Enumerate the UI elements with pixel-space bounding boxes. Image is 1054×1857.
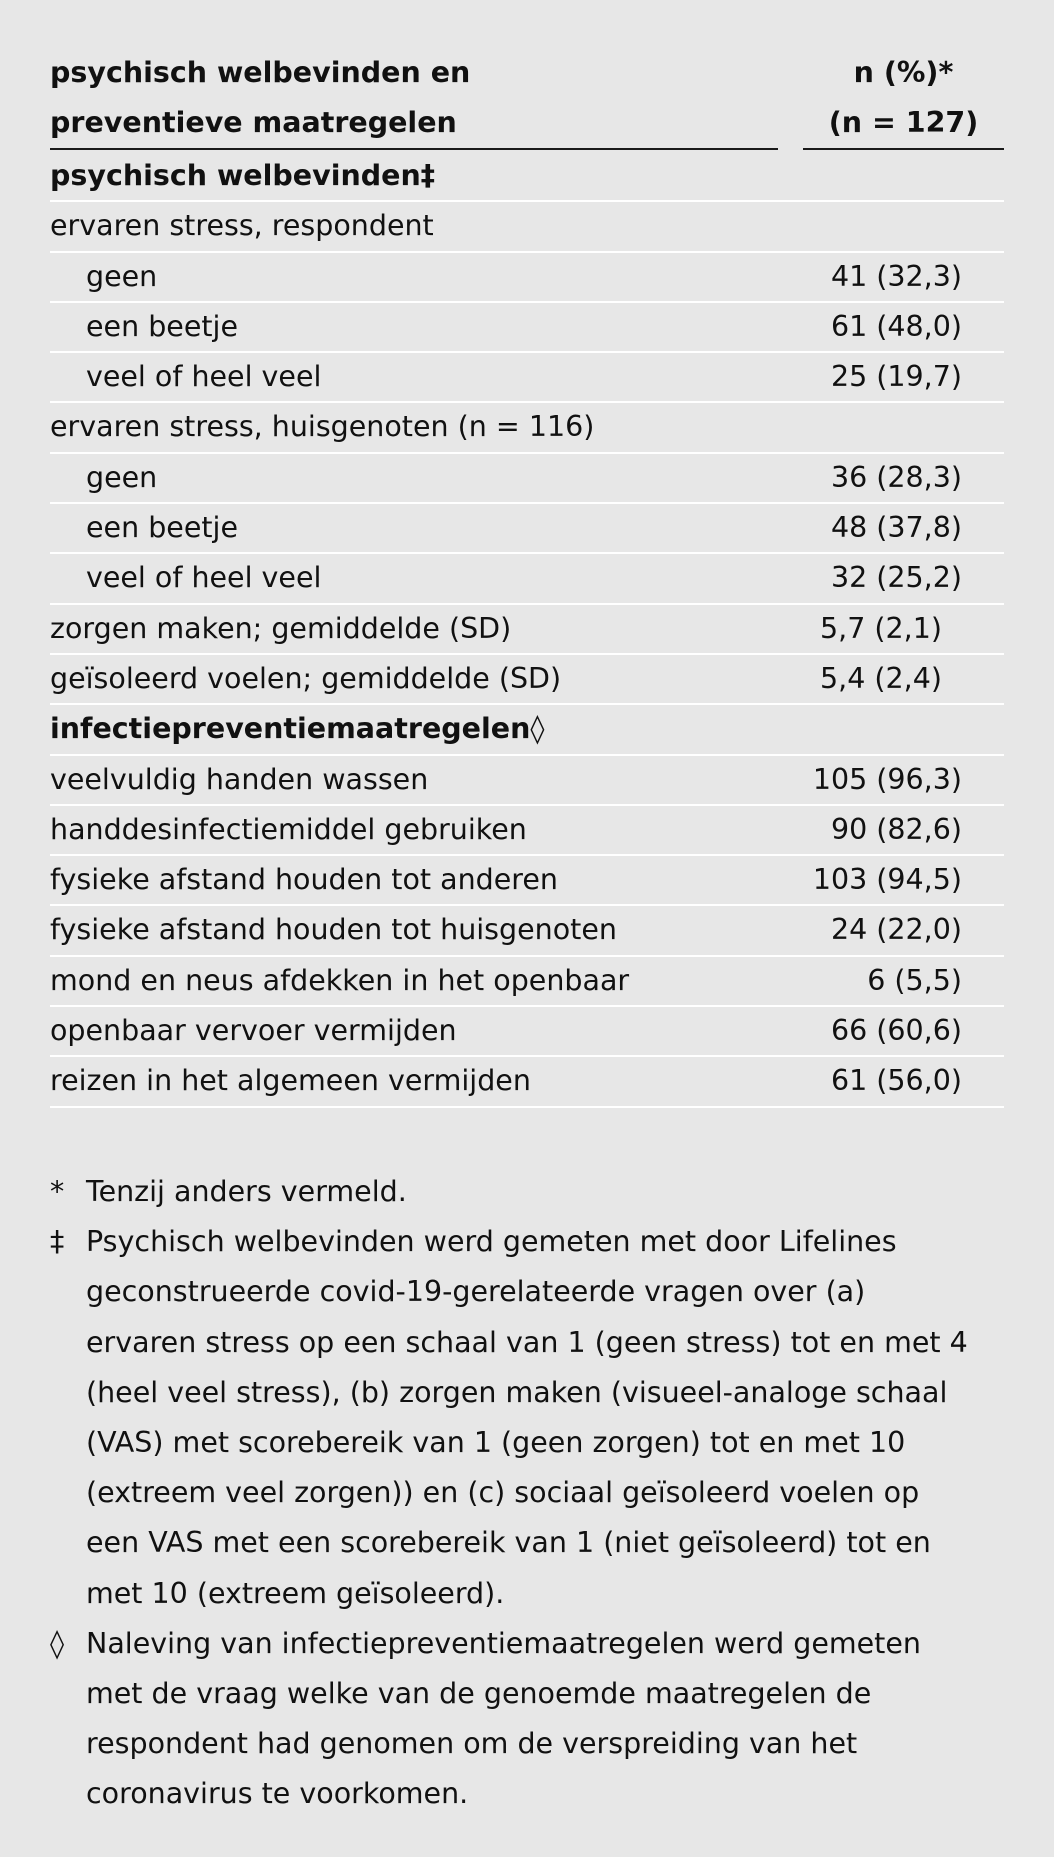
row-value: 48 (37,8) bbox=[830, 511, 962, 545]
row-label: ervaren stress, huisgenoten (n = 116) bbox=[50, 410, 595, 444]
row-label: fysieke afstand houden tot anderen bbox=[50, 863, 558, 897]
row-label: veel of heel veel bbox=[86, 561, 322, 595]
row-label: openbaar vervoer vermijden bbox=[50, 1014, 457, 1048]
table-row bbox=[50, 856, 1004, 906]
table-body bbox=[50, 152, 1004, 1108]
footnote bbox=[50, 1619, 980, 1820]
table-row bbox=[50, 1007, 1004, 1057]
table-row bbox=[50, 353, 1004, 403]
table-row bbox=[50, 957, 1004, 1007]
footnote-symbol: ◊ bbox=[50, 1626, 65, 1660]
footnote bbox=[50, 1167, 980, 1217]
column-header-measures-line2: preventieve maatregelen bbox=[50, 106, 457, 139]
table-row bbox=[50, 906, 1004, 956]
row-label: psychisch welbevinden‡ bbox=[50, 159, 436, 192]
table-row bbox=[50, 454, 1004, 504]
row-value: 61 (56,0) bbox=[830, 1064, 962, 1098]
table-header bbox=[50, 48, 1004, 150]
row-value: 6 (5,5) bbox=[867, 963, 962, 997]
row-value: 5,4 (2,4) bbox=[820, 661, 942, 695]
row-label: geen bbox=[86, 259, 158, 293]
row-value: 25 (19,7) bbox=[830, 360, 962, 394]
table-row bbox=[50, 605, 1004, 655]
table-row bbox=[50, 504, 1004, 554]
row-label: geen bbox=[86, 460, 158, 494]
row-label: ervaren stress, respondent bbox=[50, 209, 434, 243]
row-label: infectiepreventiemaatregelen◊ bbox=[50, 712, 545, 746]
column-header-count bbox=[803, 48, 1004, 150]
row-value: 36 (28,3) bbox=[830, 460, 962, 494]
row-value: 66 (60,6) bbox=[830, 1014, 962, 1048]
table-row bbox=[50, 756, 1004, 806]
section-header-row bbox=[50, 705, 1004, 755]
footnote-symbol: * bbox=[50, 1175, 65, 1208]
table-row bbox=[50, 554, 1004, 604]
row-label: veel of heel veel bbox=[86, 360, 322, 394]
row-label: fysieke afstand houden tot huisgenoten bbox=[50, 913, 617, 947]
table-row bbox=[50, 806, 1004, 856]
row-value: 5,7 (2,1) bbox=[820, 611, 942, 645]
row-label: handdesinfectiemiddel gebruiken bbox=[50, 812, 527, 846]
table-row bbox=[50, 655, 1004, 705]
footnote-text: Tenzij anders vermeld. bbox=[86, 1175, 407, 1208]
footnote-symbol: ‡ bbox=[50, 1225, 65, 1259]
footnote bbox=[50, 1217, 980, 1619]
row-label: veelvuldig handen wassen bbox=[50, 762, 429, 796]
section-header-row bbox=[50, 152, 1004, 202]
column-header-measures-line1: psychisch welbevinden en bbox=[50, 56, 471, 89]
column-header-count-line1: n (%)* bbox=[853, 56, 954, 89]
table-row bbox=[50, 202, 1004, 252]
row-label: reizen in het algemeen vermijden bbox=[50, 1064, 531, 1098]
row-value: 90 (82,6) bbox=[830, 812, 962, 846]
row-value: 61 (48,0) bbox=[830, 309, 962, 343]
table-row bbox=[50, 1057, 1004, 1107]
table-row bbox=[50, 403, 1004, 453]
column-header-count-line2: (n = 127) bbox=[828, 106, 979, 139]
row-value: 103 (94,5) bbox=[812, 863, 962, 897]
footnote-text: Psychisch welbevinden werd gemeten met door Lifelines geconstrueerde covid-19-gerelateerde vragen over (a) ervaren stress op een schaal van 1 (geen stress) tot en met 4 (heel veel stress), (b) zorgen maken (visueel-analoge schaal (VAS) met scorebereik van 1 (geen zorgen) tot en met 10 (extreem veel zorgen)) en (c) sociaal geïsoleerd voelen op een VAS met een scorebereik van 1 (niet geïsoleerd) tot en met 10 (extreem geïsoleerd). bbox=[86, 1225, 968, 1610]
row-value: 24 (22,0) bbox=[830, 913, 962, 947]
table-row bbox=[50, 303, 1004, 353]
table-row bbox=[50, 253, 1004, 303]
row-value: 32 (25,2) bbox=[830, 561, 962, 595]
row-label: een beetje bbox=[86, 309, 238, 343]
row-label: een beetje bbox=[86, 511, 238, 545]
column-header-measures bbox=[50, 48, 778, 150]
footnotes bbox=[50, 1167, 980, 1820]
row-label: mond en neus afdekken in het openbaar bbox=[50, 963, 630, 997]
row-label: geïsoleerd voelen; gemiddelde (SD) bbox=[50, 661, 562, 695]
row-value: 41 (32,3) bbox=[830, 259, 962, 293]
footnote-text: Naleving van infectiepreventiemaatregelen werd gemeten met de vraag welke van de genoemde maatregelen de respondent had genomen om de verspreiding van het coronavirus te voorkomen. bbox=[86, 1626, 921, 1811]
row-label: zorgen maken; gemiddelde (SD) bbox=[50, 611, 512, 645]
row-value: 105 (96,3) bbox=[812, 762, 962, 796]
